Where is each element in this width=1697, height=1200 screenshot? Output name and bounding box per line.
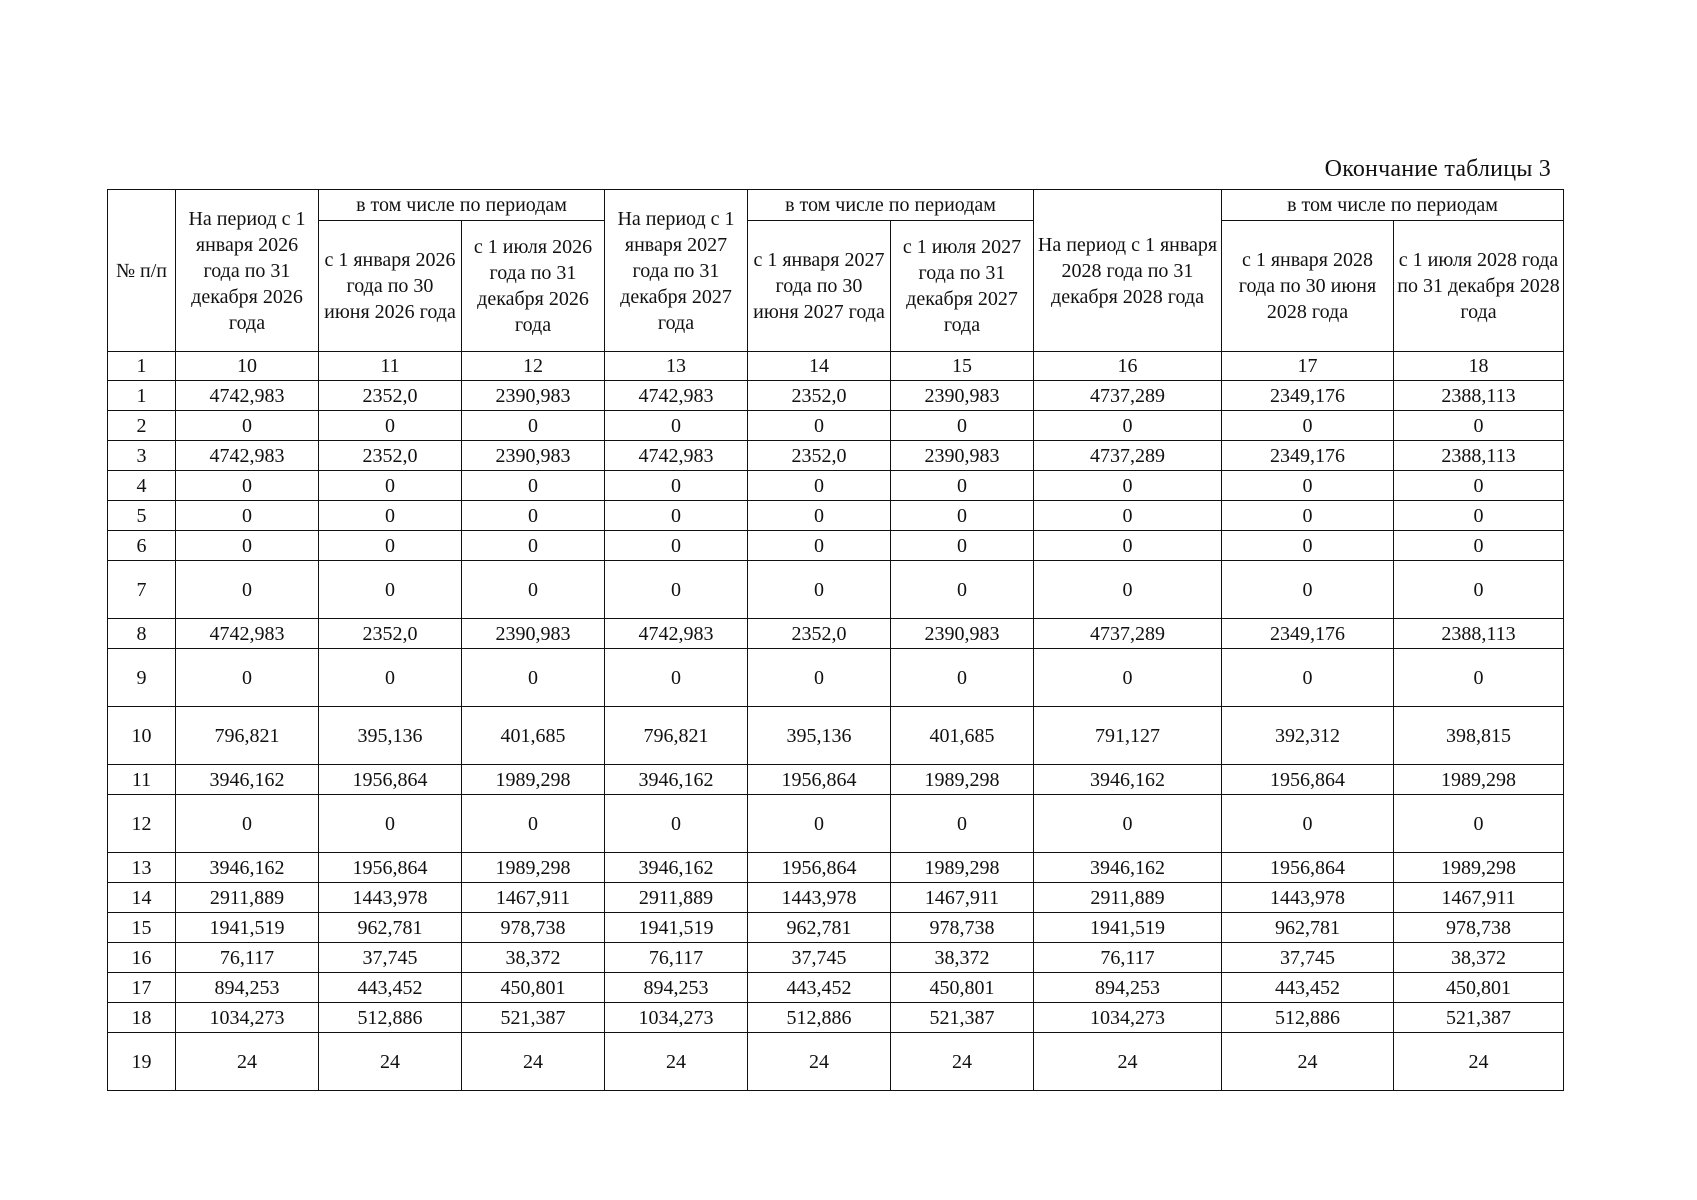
cell-value: 0 xyxy=(891,649,1034,707)
cell-value: 3946,162 xyxy=(176,765,319,795)
column-number: 18 xyxy=(1394,352,1564,381)
cell-value: 4742,983 xyxy=(605,441,748,471)
cell-value: 392,312 xyxy=(1222,707,1394,765)
table-caption: Окончание таблицы 3 xyxy=(1324,156,1551,182)
header-period-2028: На период с 1 января 2028 года по 31 декабря 2028 года xyxy=(1034,190,1222,352)
cell-value: 2388,113 xyxy=(1394,381,1564,411)
cell-value: 0 xyxy=(176,411,319,441)
cell-value: 1034,273 xyxy=(1034,1003,1222,1033)
table-row xyxy=(108,381,1564,411)
header-group-2027: в том числе по периодам xyxy=(748,190,1034,221)
cell-value: 401,685 xyxy=(462,707,605,765)
table-row xyxy=(108,471,1564,501)
cell-value: 24 xyxy=(891,1033,1034,1091)
row-number: 8 xyxy=(108,619,176,649)
cell-value: 0 xyxy=(462,795,605,853)
row-number: 14 xyxy=(108,883,176,913)
cell-value: 2388,113 xyxy=(1394,441,1564,471)
cell-value: 2390,983 xyxy=(462,619,605,649)
header-h2-2027: с 1 июля 2027 года по 31 декабря 2027 года xyxy=(891,221,1034,352)
cell-value: 0 xyxy=(462,649,605,707)
cell-value: 0 xyxy=(891,471,1034,501)
cell-value: 1443,978 xyxy=(1222,883,1394,913)
row-number: 12 xyxy=(108,795,176,853)
table-row xyxy=(108,853,1564,883)
row-number: 1 xyxy=(108,381,176,411)
cell-value: 2390,983 xyxy=(462,441,605,471)
row-number: 11 xyxy=(108,765,176,795)
table-row xyxy=(108,765,1564,795)
row-number: 5 xyxy=(108,501,176,531)
cell-value: 1989,298 xyxy=(462,853,605,883)
cell-value: 962,781 xyxy=(1222,913,1394,943)
cell-value: 1989,298 xyxy=(1394,765,1564,795)
cell-value: 0 xyxy=(748,795,891,853)
cell-value: 3946,162 xyxy=(176,853,319,883)
cell-value: 76,117 xyxy=(176,943,319,973)
cell-value: 0 xyxy=(462,531,605,561)
table-row xyxy=(108,411,1564,441)
cell-value: 0 xyxy=(176,649,319,707)
cell-value: 4737,289 xyxy=(1034,441,1222,471)
cell-value: 0 xyxy=(1222,649,1394,707)
row-number: 18 xyxy=(108,1003,176,1033)
cell-value: 978,738 xyxy=(462,913,605,943)
table-row xyxy=(108,501,1564,531)
cell-value: 0 xyxy=(1034,411,1222,441)
cell-value: 2352,0 xyxy=(748,381,891,411)
column-number: 11 xyxy=(319,352,462,381)
table-row xyxy=(108,973,1564,1003)
cell-value: 512,886 xyxy=(319,1003,462,1033)
cell-value: 24 xyxy=(1034,1033,1222,1091)
cell-value: 894,253 xyxy=(176,973,319,1003)
cell-value: 0 xyxy=(462,501,605,531)
cell-value: 0 xyxy=(891,531,1034,561)
cell-value: 521,387 xyxy=(891,1003,1034,1033)
cell-value: 24 xyxy=(605,1033,748,1091)
row-number: 9 xyxy=(108,649,176,707)
cell-value: 0 xyxy=(319,561,462,619)
cell-value: 0 xyxy=(1034,795,1222,853)
cell-value: 0 xyxy=(748,561,891,619)
table-body xyxy=(108,381,1564,1091)
cell-value: 0 xyxy=(891,795,1034,853)
cell-value: 1989,298 xyxy=(891,765,1034,795)
cell-value: 2349,176 xyxy=(1222,441,1394,471)
cell-value: 0 xyxy=(891,561,1034,619)
cell-value: 2352,0 xyxy=(319,441,462,471)
cell-value: 0 xyxy=(319,649,462,707)
cell-value: 512,886 xyxy=(1222,1003,1394,1033)
cell-value: 0 xyxy=(1394,471,1564,501)
cell-value: 0 xyxy=(319,501,462,531)
cell-value: 0 xyxy=(1394,411,1564,441)
cell-value: 521,387 xyxy=(462,1003,605,1033)
cell-value: 1956,864 xyxy=(1222,765,1394,795)
cell-value: 0 xyxy=(891,501,1034,531)
cell-value: 894,253 xyxy=(1034,973,1222,1003)
cell-value: 443,452 xyxy=(1222,973,1394,1003)
cell-value: 0 xyxy=(748,531,891,561)
cell-value: 443,452 xyxy=(319,973,462,1003)
cell-value: 0 xyxy=(176,501,319,531)
cell-value: 796,821 xyxy=(605,707,748,765)
cell-value: 0 xyxy=(1394,561,1564,619)
column-number-row xyxy=(108,352,1564,381)
row-number: 4 xyxy=(108,471,176,501)
cell-value: 2388,113 xyxy=(1394,619,1564,649)
cell-value: 0 xyxy=(605,411,748,441)
cell-value: 4742,983 xyxy=(605,619,748,649)
cell-value: 2390,983 xyxy=(462,381,605,411)
table-header xyxy=(108,190,1564,381)
cell-value: 1467,911 xyxy=(1394,883,1564,913)
header-num: № п/п xyxy=(108,190,176,352)
table-row xyxy=(108,649,1564,707)
cell-value: 0 xyxy=(1222,795,1394,853)
cell-value: 24 xyxy=(1394,1033,1564,1091)
header-h1-2026: с 1 января 2026 года по 30 июня 2026 года xyxy=(319,221,462,352)
column-number: 12 xyxy=(462,352,605,381)
cell-value: 1443,978 xyxy=(748,883,891,913)
header-h2-2026: с 1 июля 2026 года по 31 декабря 2026 года xyxy=(462,221,605,352)
cell-value: 2390,983 xyxy=(891,441,1034,471)
cell-value: 395,136 xyxy=(748,707,891,765)
table-row xyxy=(108,883,1564,913)
cell-value: 38,372 xyxy=(462,943,605,973)
cell-value: 2352,0 xyxy=(748,441,891,471)
cell-value: 0 xyxy=(748,501,891,531)
cell-value: 2352,0 xyxy=(319,619,462,649)
cell-value: 791,127 xyxy=(1034,707,1222,765)
cell-value: 37,745 xyxy=(1222,943,1394,973)
cell-value: 0 xyxy=(462,471,605,501)
column-number: 17 xyxy=(1222,352,1394,381)
table-row xyxy=(108,441,1564,471)
cell-value: 0 xyxy=(462,411,605,441)
cell-value: 395,136 xyxy=(319,707,462,765)
cell-value: 0 xyxy=(1034,501,1222,531)
data-table xyxy=(107,189,1564,1091)
header-group-2026: в том числе по периодам xyxy=(319,190,605,221)
cell-value: 0 xyxy=(1222,561,1394,619)
header-period-2027: На период с 1 января 2027 года по 31 декабря 2027 года xyxy=(605,190,748,352)
cell-value: 2911,889 xyxy=(176,883,319,913)
table-row xyxy=(108,561,1564,619)
cell-value: 0 xyxy=(605,471,748,501)
cell-value: 1941,519 xyxy=(605,913,748,943)
cell-value: 1941,519 xyxy=(1034,913,1222,943)
table-row xyxy=(108,795,1564,853)
header-period-2026: На период с 1 января 2026 года по 31 декабря 2026 года xyxy=(176,190,319,352)
cell-value: 2911,889 xyxy=(605,883,748,913)
column-number: 1 xyxy=(108,352,176,381)
cell-value: 3946,162 xyxy=(1034,765,1222,795)
cell-value: 2352,0 xyxy=(319,381,462,411)
cell-value: 0 xyxy=(319,471,462,501)
cell-value: 24 xyxy=(176,1033,319,1091)
cell-value: 0 xyxy=(605,649,748,707)
cell-value: 512,886 xyxy=(748,1003,891,1033)
table-row xyxy=(108,943,1564,973)
row-number: 16 xyxy=(108,943,176,973)
cell-value: 0 xyxy=(319,531,462,561)
cell-value: 3946,162 xyxy=(605,853,748,883)
cell-value: 0 xyxy=(1034,649,1222,707)
cell-value: 1989,298 xyxy=(891,853,1034,883)
cell-value: 2911,889 xyxy=(1034,883,1222,913)
cell-value: 0 xyxy=(176,561,319,619)
column-number: 10 xyxy=(176,352,319,381)
cell-value: 38,372 xyxy=(891,943,1034,973)
cell-value: 1989,298 xyxy=(1394,853,1564,883)
table-row xyxy=(108,707,1564,765)
cell-value: 0 xyxy=(748,411,891,441)
cell-value: 0 xyxy=(605,501,748,531)
cell-value: 37,745 xyxy=(319,943,462,973)
cell-value: 24 xyxy=(748,1033,891,1091)
cell-value: 894,253 xyxy=(605,973,748,1003)
cell-value: 1989,298 xyxy=(462,765,605,795)
table-row xyxy=(108,1003,1564,1033)
row-number: 17 xyxy=(108,973,176,1003)
cell-value: 24 xyxy=(319,1033,462,1091)
cell-value: 521,387 xyxy=(1394,1003,1564,1033)
cell-value: 1443,978 xyxy=(319,883,462,913)
cell-value: 0 xyxy=(1394,501,1564,531)
cell-value: 0 xyxy=(1394,531,1564,561)
cell-value: 24 xyxy=(462,1033,605,1091)
cell-value: 443,452 xyxy=(748,973,891,1003)
cell-value: 0 xyxy=(176,531,319,561)
cell-value: 0 xyxy=(319,795,462,853)
cell-value: 37,745 xyxy=(748,943,891,973)
cell-value: 76,117 xyxy=(1034,943,1222,973)
cell-value: 978,738 xyxy=(891,913,1034,943)
row-number: 15 xyxy=(108,913,176,943)
cell-value: 4742,983 xyxy=(605,381,748,411)
column-number: 15 xyxy=(891,352,1034,381)
cell-value: 962,781 xyxy=(319,913,462,943)
cell-value: 1956,864 xyxy=(748,765,891,795)
cell-value: 4742,983 xyxy=(176,619,319,649)
header-h2-2028: с 1 июля 2028 года по 31 декабря 2028 года xyxy=(1394,221,1564,352)
column-number: 14 xyxy=(748,352,891,381)
cell-value: 0 xyxy=(748,649,891,707)
cell-value: 0 xyxy=(1222,411,1394,441)
cell-value: 2349,176 xyxy=(1222,381,1394,411)
row-number: 10 xyxy=(108,707,176,765)
cell-value: 0 xyxy=(748,471,891,501)
header-h1-2028: с 1 января 2028 года по 30 июня 2028 года xyxy=(1222,221,1394,352)
cell-value: 24 xyxy=(1222,1033,1394,1091)
cell-value: 76,117 xyxy=(605,943,748,973)
cell-value: 0 xyxy=(1222,471,1394,501)
cell-value: 398,815 xyxy=(1394,707,1564,765)
cell-value: 4742,983 xyxy=(176,381,319,411)
table-row xyxy=(108,619,1564,649)
cell-value: 3946,162 xyxy=(1034,853,1222,883)
row-number: 3 xyxy=(108,441,176,471)
cell-value: 1467,911 xyxy=(891,883,1034,913)
cell-value: 0 xyxy=(1394,649,1564,707)
cell-value: 2352,0 xyxy=(748,619,891,649)
cell-value: 0 xyxy=(176,471,319,501)
table-row xyxy=(108,1033,1564,1091)
cell-value: 1467,911 xyxy=(462,883,605,913)
cell-value: 450,801 xyxy=(462,973,605,1003)
cell-value: 0 xyxy=(605,795,748,853)
cell-value: 2390,983 xyxy=(891,619,1034,649)
table-row xyxy=(108,531,1564,561)
cell-value: 0 xyxy=(1034,531,1222,561)
cell-value: 0 xyxy=(1394,795,1564,853)
cell-value: 1956,864 xyxy=(319,853,462,883)
cell-value: 0 xyxy=(1222,501,1394,531)
cell-value: 0 xyxy=(1034,561,1222,619)
cell-value: 0 xyxy=(319,411,462,441)
cell-value: 796,821 xyxy=(176,707,319,765)
cell-value: 1956,864 xyxy=(1222,853,1394,883)
cell-value: 3946,162 xyxy=(605,765,748,795)
cell-value: 450,801 xyxy=(1394,973,1564,1003)
cell-value: 1034,273 xyxy=(605,1003,748,1033)
cell-value: 0 xyxy=(1222,531,1394,561)
header-h1-2027: с 1 января 2027 года по 30 июня 2027 года xyxy=(748,221,891,352)
cell-value: 2349,176 xyxy=(1222,619,1394,649)
cell-value: 4737,289 xyxy=(1034,619,1222,649)
cell-value: 0 xyxy=(1034,471,1222,501)
cell-value: 978,738 xyxy=(1394,913,1564,943)
cell-value: 401,685 xyxy=(891,707,1034,765)
row-number: 13 xyxy=(108,853,176,883)
cell-value: 4737,289 xyxy=(1034,381,1222,411)
cell-value: 962,781 xyxy=(748,913,891,943)
cell-value: 1034,273 xyxy=(176,1003,319,1033)
row-number: 19 xyxy=(108,1033,176,1091)
cell-value: 1956,864 xyxy=(748,853,891,883)
cell-value: 450,801 xyxy=(891,973,1034,1003)
cell-value: 0 xyxy=(462,561,605,619)
cell-value: 0 xyxy=(605,531,748,561)
cell-value: 1941,519 xyxy=(176,913,319,943)
table-row xyxy=(108,913,1564,943)
row-number: 7 xyxy=(108,561,176,619)
header-group-2028: в том числе по периодам xyxy=(1222,190,1564,221)
row-number: 6 xyxy=(108,531,176,561)
row-number: 2 xyxy=(108,411,176,441)
column-number: 16 xyxy=(1034,352,1222,381)
cell-value: 4742,983 xyxy=(176,441,319,471)
cell-value: 0 xyxy=(891,411,1034,441)
cell-value: 1956,864 xyxy=(319,765,462,795)
column-number: 13 xyxy=(605,352,748,381)
cell-value: 2390,983 xyxy=(891,381,1034,411)
cell-value: 0 xyxy=(605,561,748,619)
cell-value: 38,372 xyxy=(1394,943,1564,973)
cell-value: 0 xyxy=(176,795,319,853)
